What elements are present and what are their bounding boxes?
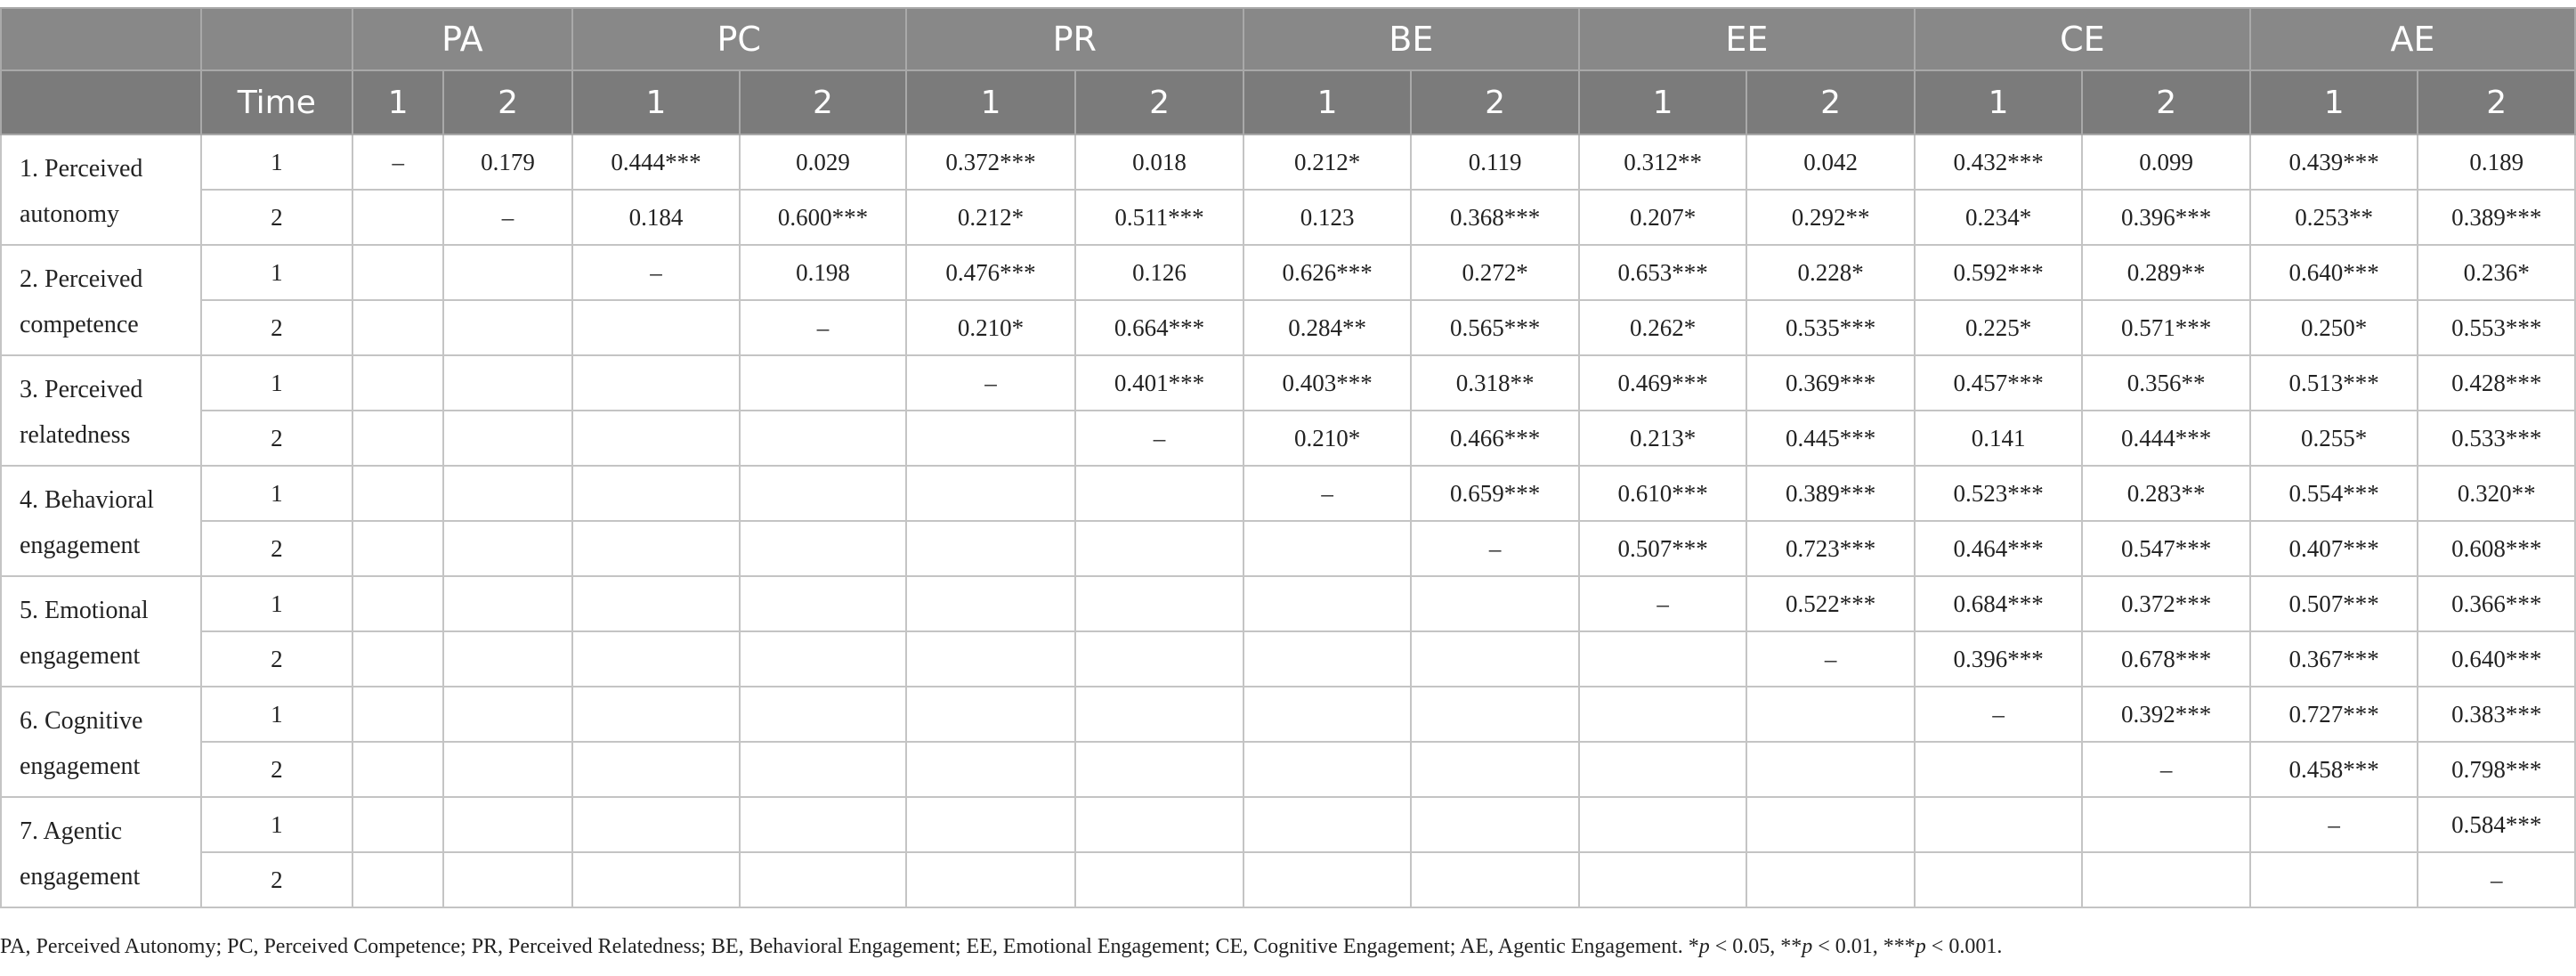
group-header: AE [2250, 8, 2575, 70]
correlation-cell [906, 687, 1076, 742]
correlation-cell: 0.535*** [1746, 300, 1915, 355]
correlation-cell: – [906, 355, 1076, 411]
correlation-cell: 0.571*** [2082, 300, 2250, 355]
time-cell: 1 [201, 245, 352, 300]
variable-label: 2. Perceived competence [1, 245, 201, 355]
correlation-cell: 0.554*** [2250, 466, 2418, 521]
correlation-cell: 0.228* [1746, 245, 1915, 300]
time-subheader: 2 [2082, 70, 2250, 134]
table-row [1, 797, 2575, 852]
variable-label: 6. Cognitive engagement [1, 687, 201, 797]
correlation-cell: – [2418, 852, 2575, 907]
correlation-cell: – [740, 300, 906, 355]
correlation-cell: 0.664*** [1075, 300, 1243, 355]
correlation-cell: – [352, 134, 443, 190]
correlation-cell: 0.428*** [2418, 355, 2575, 411]
correlation-cell: 0.292** [1746, 190, 1915, 245]
footnote-sig-text: < 0.001. [1925, 935, 2003, 958]
group-header: PR [906, 8, 1243, 70]
header-row-groups [1, 8, 2575, 70]
variable-label: 4. Behavioral engagement [1, 466, 201, 576]
group-header: BE [1243, 8, 1579, 70]
correlation-cell: 0.723*** [1746, 521, 1915, 576]
time-cell: 1 [201, 687, 352, 742]
correlation-cell [740, 852, 906, 907]
correlation-cell [1243, 631, 1412, 687]
correlation-cell: 0.210* [1243, 411, 1412, 466]
correlation-cell [572, 742, 741, 797]
time-cell: 1 [201, 576, 352, 631]
table-row [1, 134, 2575, 190]
correlation-cell: – [1579, 576, 1747, 631]
footnote-p: p [1915, 935, 1926, 958]
table-row [1, 521, 2575, 576]
table-row [1, 411, 2575, 466]
correlation-cell: 0.684*** [1915, 576, 2083, 631]
time-cell: 2 [201, 852, 352, 907]
correlation-cell [1411, 852, 1579, 907]
correlation-cell: 0.372*** [906, 134, 1076, 190]
footnote-p: p [1698, 935, 1710, 958]
time-cell: 2 [201, 190, 352, 245]
time-subheader: 1 [906, 70, 1076, 134]
correlation-cell: 0.522*** [1746, 576, 1915, 631]
correlation-cell: 0.367*** [2250, 631, 2418, 687]
correlation-cell: 0.513*** [2250, 355, 2418, 411]
table-row [1, 355, 2575, 411]
correlation-cell: 0.584*** [2418, 797, 2575, 852]
correlation-cell: – [1915, 687, 2083, 742]
correlation-cell: 0.234* [1915, 190, 2083, 245]
correlation-cell: 0.444*** [572, 134, 741, 190]
correlation-cell: 0.600*** [740, 190, 906, 245]
correlation-cell [443, 355, 571, 411]
correlation-cell: 0.018 [1075, 134, 1243, 190]
correlation-cell [906, 576, 1076, 631]
table-body [1, 134, 2575, 907]
correlation-cell [352, 631, 443, 687]
correlation-cell [906, 466, 1076, 521]
correlation-cell: 0.289** [2082, 245, 2250, 300]
header-row-time [1, 70, 2575, 134]
correlation-cell [352, 852, 443, 907]
correlation-cell: 0.727*** [2250, 687, 2418, 742]
correlation-cell [1243, 521, 1412, 576]
table-row [1, 245, 2575, 300]
correlation-cell: 0.466*** [1411, 411, 1579, 466]
table-row [1, 576, 2575, 631]
correlation-cell: – [572, 245, 741, 300]
correlation-cell: 0.659*** [1411, 466, 1579, 521]
correlation-cell: 0.640*** [2418, 631, 2575, 687]
correlation-cell: 0.507*** [1579, 521, 1747, 576]
table-row [1, 466, 2575, 521]
table-row [1, 300, 2575, 355]
correlation-cell: 0.457*** [1915, 355, 2083, 411]
correlation-cell: 0.432*** [1915, 134, 2083, 190]
time-cell: 2 [201, 300, 352, 355]
correlation-cell [1915, 742, 2083, 797]
correlation-cell [2082, 852, 2250, 907]
table-row [1, 687, 2575, 742]
time-cell: 1 [201, 466, 352, 521]
table-row [1, 852, 2575, 907]
correlation-cell: 0.372*** [2082, 576, 2250, 631]
correlation-cell: 0.284** [1243, 300, 1412, 355]
footnote-sig-text: < 0.05, [1709, 935, 1781, 958]
table-row [1, 742, 2575, 797]
correlation-cell [443, 576, 571, 631]
correlation-cell: 0.640*** [2250, 245, 2418, 300]
correlation-cell [906, 521, 1076, 576]
correlation-cell [1579, 742, 1747, 797]
correlation-cell [1243, 576, 1412, 631]
variable-label: 5. Emotional engagement [1, 576, 201, 687]
correlation-cell [1746, 797, 1915, 852]
table-footnote [0, 935, 2576, 959]
correlation-cell [352, 521, 443, 576]
correlation-cell: 0.250* [2250, 300, 2418, 355]
correlation-cell: 0.225* [1915, 300, 2083, 355]
correlation-cell: 0.119 [1411, 134, 1579, 190]
correlation-cell: 0.396*** [1915, 631, 2083, 687]
correlation-cell [1075, 521, 1243, 576]
correlation-cell: 0.403*** [1243, 355, 1412, 411]
correlation-cell [572, 687, 741, 742]
group-header: PC [572, 8, 906, 70]
correlation-cell: 0.798*** [2418, 742, 2575, 797]
correlation-cell: – [443, 190, 571, 245]
variable-label: 3. Perceived relatedness [1, 355, 201, 466]
correlation-cell: 0.184 [572, 190, 741, 245]
correlation-cell: 0.458*** [2250, 742, 2418, 797]
correlation-cell: 0.283** [2082, 466, 2250, 521]
correlation-cell [906, 797, 1076, 852]
correlation-cell [1579, 797, 1747, 852]
time-subheader: 2 [1746, 70, 1915, 134]
correlation-cell [443, 797, 571, 852]
correlation-cell: 0.553*** [2418, 300, 2575, 355]
correlation-cell [1075, 466, 1243, 521]
correlation-cell [352, 797, 443, 852]
time-subheader: 1 [572, 70, 741, 134]
correlation-cell: – [1075, 411, 1243, 466]
correlation-cell [1411, 687, 1579, 742]
correlation-cell [1746, 687, 1915, 742]
time-subheader: 2 [2418, 70, 2575, 134]
correlation-cell [1579, 631, 1747, 687]
group-header: PA [352, 8, 572, 70]
correlation-table [0, 7, 2576, 908]
correlation-cell: 0.366*** [2418, 576, 2575, 631]
correlation-cell [740, 797, 906, 852]
correlation-cell: 0.678*** [2082, 631, 2250, 687]
time-cell: 1 [201, 355, 352, 411]
correlation-cell: 0.212* [1243, 134, 1412, 190]
correlation-cell [572, 797, 741, 852]
time-subheader: 2 [740, 70, 906, 134]
correlation-cell [352, 300, 443, 355]
correlation-cell [572, 355, 741, 411]
correlation-cell: 0.318** [1411, 355, 1579, 411]
correlation-cell [740, 521, 906, 576]
correlation-cell: 0.626*** [1243, 245, 1412, 300]
variable-label: 7. Agentic engagement [1, 797, 201, 907]
correlation-cell: 0.272* [1411, 245, 1579, 300]
time-cell: 1 [201, 797, 352, 852]
correlation-cell [1243, 687, 1412, 742]
correlation-cell: 0.464*** [1915, 521, 2083, 576]
correlation-cell: 0.179 [443, 134, 571, 190]
correlation-cell [352, 411, 443, 466]
correlation-cell: 0.444*** [2082, 411, 2250, 466]
correlation-cell [443, 411, 571, 466]
correlation-cell [1075, 797, 1243, 852]
correlation-cell: – [1411, 521, 1579, 576]
footnote-sig-star: * [1688, 935, 1699, 958]
correlation-cell [352, 355, 443, 411]
footnote-abbreviations: PA, Perceived Autonomy; PC, Perceived Competence; PR, Perceived Relatedness; BE, Behavioral Engagement; EE, Emotional Engagement; CE, Cognitive Engagement; AE, Agentic Engagement. [0, 935, 1683, 958]
correlation-cell: 0.210* [906, 300, 1076, 355]
corner-cell [1, 70, 201, 134]
correlation-cell: – [2250, 797, 2418, 852]
correlation-cell: 0.207* [1579, 190, 1747, 245]
correlation-cell [1075, 742, 1243, 797]
correlation-cell [1075, 631, 1243, 687]
correlation-cell: 0.368*** [1411, 190, 1579, 245]
correlation-cell [352, 466, 443, 521]
correlation-cell: 0.610*** [1579, 466, 1747, 521]
correlation-cell [906, 742, 1076, 797]
correlation-cell [1746, 742, 1915, 797]
time-cell: 2 [201, 631, 352, 687]
correlation-cell [572, 631, 741, 687]
time-cell: 2 [201, 411, 352, 466]
correlation-cell [2082, 797, 2250, 852]
correlation-cell [740, 411, 906, 466]
footnote-sig-text: < 0.01, [1812, 935, 1883, 958]
correlation-cell: – [2082, 742, 2250, 797]
correlation-cell [443, 521, 571, 576]
time-subheader: 2 [1075, 70, 1243, 134]
correlation-cell [740, 631, 906, 687]
corner-cell [1, 8, 201, 70]
correlation-cell [1411, 797, 1579, 852]
table-row [1, 190, 2575, 245]
correlation-cell: 0.407*** [2250, 521, 2418, 576]
correlation-cell [443, 466, 571, 521]
correlation-cell [352, 190, 443, 245]
correlation-cell: 0.042 [1746, 134, 1915, 190]
correlation-cell [443, 631, 571, 687]
correlation-cell: 0.253** [2250, 190, 2418, 245]
correlation-cell: 0.476*** [906, 245, 1076, 300]
time-subheader: 2 [443, 70, 571, 134]
correlation-cell [1243, 852, 1412, 907]
correlation-cell [740, 742, 906, 797]
correlation-cell: 0.389*** [1746, 466, 1915, 521]
table-row [1, 631, 2575, 687]
correlation-cell [1075, 576, 1243, 631]
correlation-cell [740, 355, 906, 411]
correlation-cell [1915, 852, 2083, 907]
correlation-cell: 0.592*** [1915, 245, 2083, 300]
correlation-cell [1915, 797, 2083, 852]
correlation-cell: – [1243, 466, 1412, 521]
footnote-sig-star: *** [1883, 935, 1916, 958]
group-header: EE [1579, 8, 1915, 70]
correlation-cell: 0.469*** [1579, 355, 1747, 411]
time-subheader: 1 [1915, 70, 2083, 134]
correlation-cell [1075, 852, 1243, 907]
correlation-cell [1411, 742, 1579, 797]
time-subheader: 1 [2250, 70, 2418, 134]
correlation-cell [1411, 631, 1579, 687]
correlation-cell [572, 576, 741, 631]
correlation-cell [1411, 576, 1579, 631]
correlation-cell: 0.392*** [2082, 687, 2250, 742]
time-cell: 1 [201, 134, 352, 190]
time-cell: 2 [201, 742, 352, 797]
correlation-cell: – [1746, 631, 1915, 687]
correlation-cell [1746, 852, 1915, 907]
correlation-cell: 0.533*** [2418, 411, 2575, 466]
correlation-cell: 0.141 [1915, 411, 2083, 466]
correlation-cell: 0.507*** [2250, 576, 2418, 631]
correlation-cell [906, 631, 1076, 687]
correlation-cell [1243, 742, 1412, 797]
correlation-cell [572, 852, 741, 907]
correlation-cell [2250, 852, 2418, 907]
correlation-cell: 0.653*** [1579, 245, 1747, 300]
correlation-cell: 0.369*** [1746, 355, 1915, 411]
footnote-p: p [1802, 935, 1813, 958]
correlation-cell: 0.212* [906, 190, 1076, 245]
correlation-cell [572, 300, 741, 355]
correlation-cell [1075, 687, 1243, 742]
correlation-cell: 0.123 [1243, 190, 1412, 245]
group-header: CE [1915, 8, 2250, 70]
correlation-cell [352, 742, 443, 797]
correlation-cell: 0.029 [740, 134, 906, 190]
correlation-cell: 0.126 [1075, 245, 1243, 300]
correlation-cell: 0.262* [1579, 300, 1747, 355]
correlation-cell [443, 245, 571, 300]
corner-cell [201, 8, 352, 70]
correlation-cell [1243, 797, 1412, 852]
footnote-sig-star: ** [1780, 935, 1802, 958]
correlation-cell [906, 852, 1076, 907]
correlation-cell: 0.389*** [2418, 190, 2575, 245]
time-cell: 2 [201, 521, 352, 576]
correlation-cell [572, 521, 741, 576]
correlation-cell [352, 245, 443, 300]
correlation-cell [906, 411, 1076, 466]
correlation-cell [1579, 687, 1747, 742]
time-header: Time [201, 70, 352, 134]
time-subheader: 1 [1579, 70, 1747, 134]
time-subheader: 2 [1411, 70, 1579, 134]
correlation-cell: 0.445*** [1746, 411, 1915, 466]
correlation-cell [443, 852, 571, 907]
correlation-cell: 0.523*** [1915, 466, 2083, 521]
correlation-cell: 0.565*** [1411, 300, 1579, 355]
correlation-cell: 0.547*** [2082, 521, 2250, 576]
correlation-cell [352, 576, 443, 631]
correlation-cell: 0.511*** [1075, 190, 1243, 245]
correlation-cell: 0.439*** [2250, 134, 2418, 190]
correlation-cell [443, 300, 571, 355]
time-subheader: 1 [352, 70, 443, 134]
correlation-cell: 0.320** [2418, 466, 2575, 521]
correlation-cell: 0.213* [1579, 411, 1747, 466]
correlation-cell [740, 687, 906, 742]
correlation-cell [443, 742, 571, 797]
correlation-cell: 0.396*** [2082, 190, 2250, 245]
correlation-cell [443, 687, 571, 742]
correlation-cell: 0.312** [1579, 134, 1747, 190]
correlation-cell [572, 411, 741, 466]
correlation-cell: 0.236* [2418, 245, 2575, 300]
correlation-cell [740, 576, 906, 631]
correlation-cell: 0.189 [2418, 134, 2575, 190]
correlation-cell [1579, 852, 1747, 907]
correlation-cell: 0.356** [2082, 355, 2250, 411]
correlation-cell: 0.383*** [2418, 687, 2575, 742]
correlation-cell: 0.608*** [2418, 521, 2575, 576]
time-subheader: 1 [1243, 70, 1412, 134]
correlation-cell [740, 466, 906, 521]
correlation-cell [572, 466, 741, 521]
variable-label: 1. Perceived autonomy [1, 134, 201, 245]
correlation-cell: 0.401*** [1075, 355, 1243, 411]
correlation-cell: 0.099 [2082, 134, 2250, 190]
correlation-cell: 0.255* [2250, 411, 2418, 466]
correlation-cell: 0.198 [740, 245, 906, 300]
correlation-cell [352, 687, 443, 742]
